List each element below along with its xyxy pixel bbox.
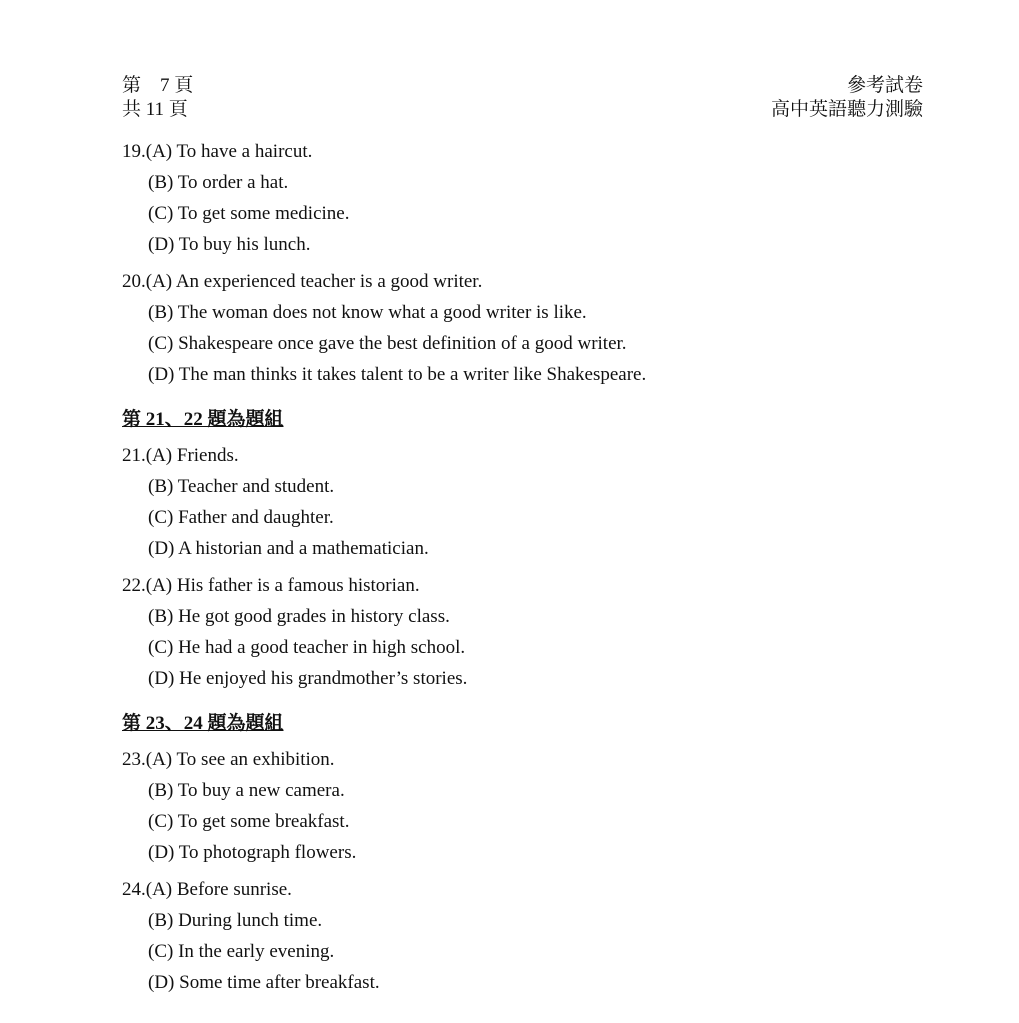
question-group-title: 第 23、24 題為題組	[122, 713, 284, 734]
answer-option: (D) To photograph flowers.	[148, 842, 357, 863]
exam-info-block	[771, 74, 923, 122]
answer-option: (A) An experienced teacher is a good writer.	[145, 271, 483, 292]
total-pages-label: 共 11 頁	[122, 99, 188, 120]
question-number: 19.	[122, 141, 146, 162]
question-number: 20.	[122, 271, 146, 292]
question-item	[122, 878, 959, 1002]
question-number: 22.	[122, 575, 146, 596]
answer-option: (A) Before sunrise.	[145, 879, 292, 900]
answer-option: (C) He had a good teacher in high school.	[148, 637, 466, 658]
doc-type-label: 參考試卷	[846, 75, 923, 96]
question-item	[122, 270, 959, 394]
answer-option: (B) During lunch time.	[148, 910, 323, 931]
question-number: 24.	[122, 879, 146, 900]
answer-option: (A) His father is a famous historian.	[145, 575, 420, 596]
question-number: 21.	[122, 445, 146, 466]
question-first-line	[122, 444, 959, 475]
answer-option: (A) Friends.	[145, 445, 239, 466]
page-label: 第 7 頁	[122, 75, 194, 96]
page-number-block	[122, 74, 193, 122]
exam-title: 高中英語聽力測驗	[770, 99, 923, 120]
answer-option: (C) Father and daughter.	[148, 507, 334, 528]
question-number: 23.	[122, 749, 146, 770]
answer-option: (C) To get some breakfast.	[148, 811, 350, 832]
answer-option: (D) He enjoyed his grandmother’s stories.	[148, 668, 468, 689]
question-item	[122, 748, 959, 872]
answer-option: (B) Teacher and student.	[148, 476, 335, 497]
question-group-title: 第 21、22 題為題組	[122, 409, 284, 430]
answer-option: (A) To have a haircut.	[145, 141, 313, 162]
answer-option: (C) Shakespeare once gave the best definition of a good writer.	[148, 333, 627, 354]
answer-option: (B) To buy a new camera.	[148, 780, 345, 801]
question-first-line	[122, 140, 959, 171]
answer-option: (D) Some time after breakfast.	[148, 972, 380, 993]
question-list	[122, 140, 959, 1008]
question-item	[122, 574, 959, 698]
answer-option: (D) To buy his lunch.	[148, 234, 311, 255]
question-first-line	[122, 748, 959, 779]
answer-option: (C) To get some medicine.	[148, 203, 350, 224]
answer-option: (B) The woman does not know what a good writer is like.	[148, 302, 587, 323]
question-first-line	[122, 270, 959, 301]
answer-option: (B) To order a hat.	[148, 172, 289, 193]
question-item	[122, 140, 959, 264]
answer-option: (B) He got good grades in history class.	[148, 606, 450, 627]
answer-option: (C) In the early evening.	[148, 941, 335, 962]
question-first-line	[122, 878, 959, 909]
question-first-line	[122, 574, 959, 605]
answer-option: (D) A historian and a mathematician.	[148, 538, 429, 559]
question-item	[122, 444, 959, 568]
answer-option: (D) The man thinks it takes talent to be a writer like Shakespeare.	[148, 364, 647, 385]
answer-option: (A) To see an exhibition.	[145, 749, 335, 770]
